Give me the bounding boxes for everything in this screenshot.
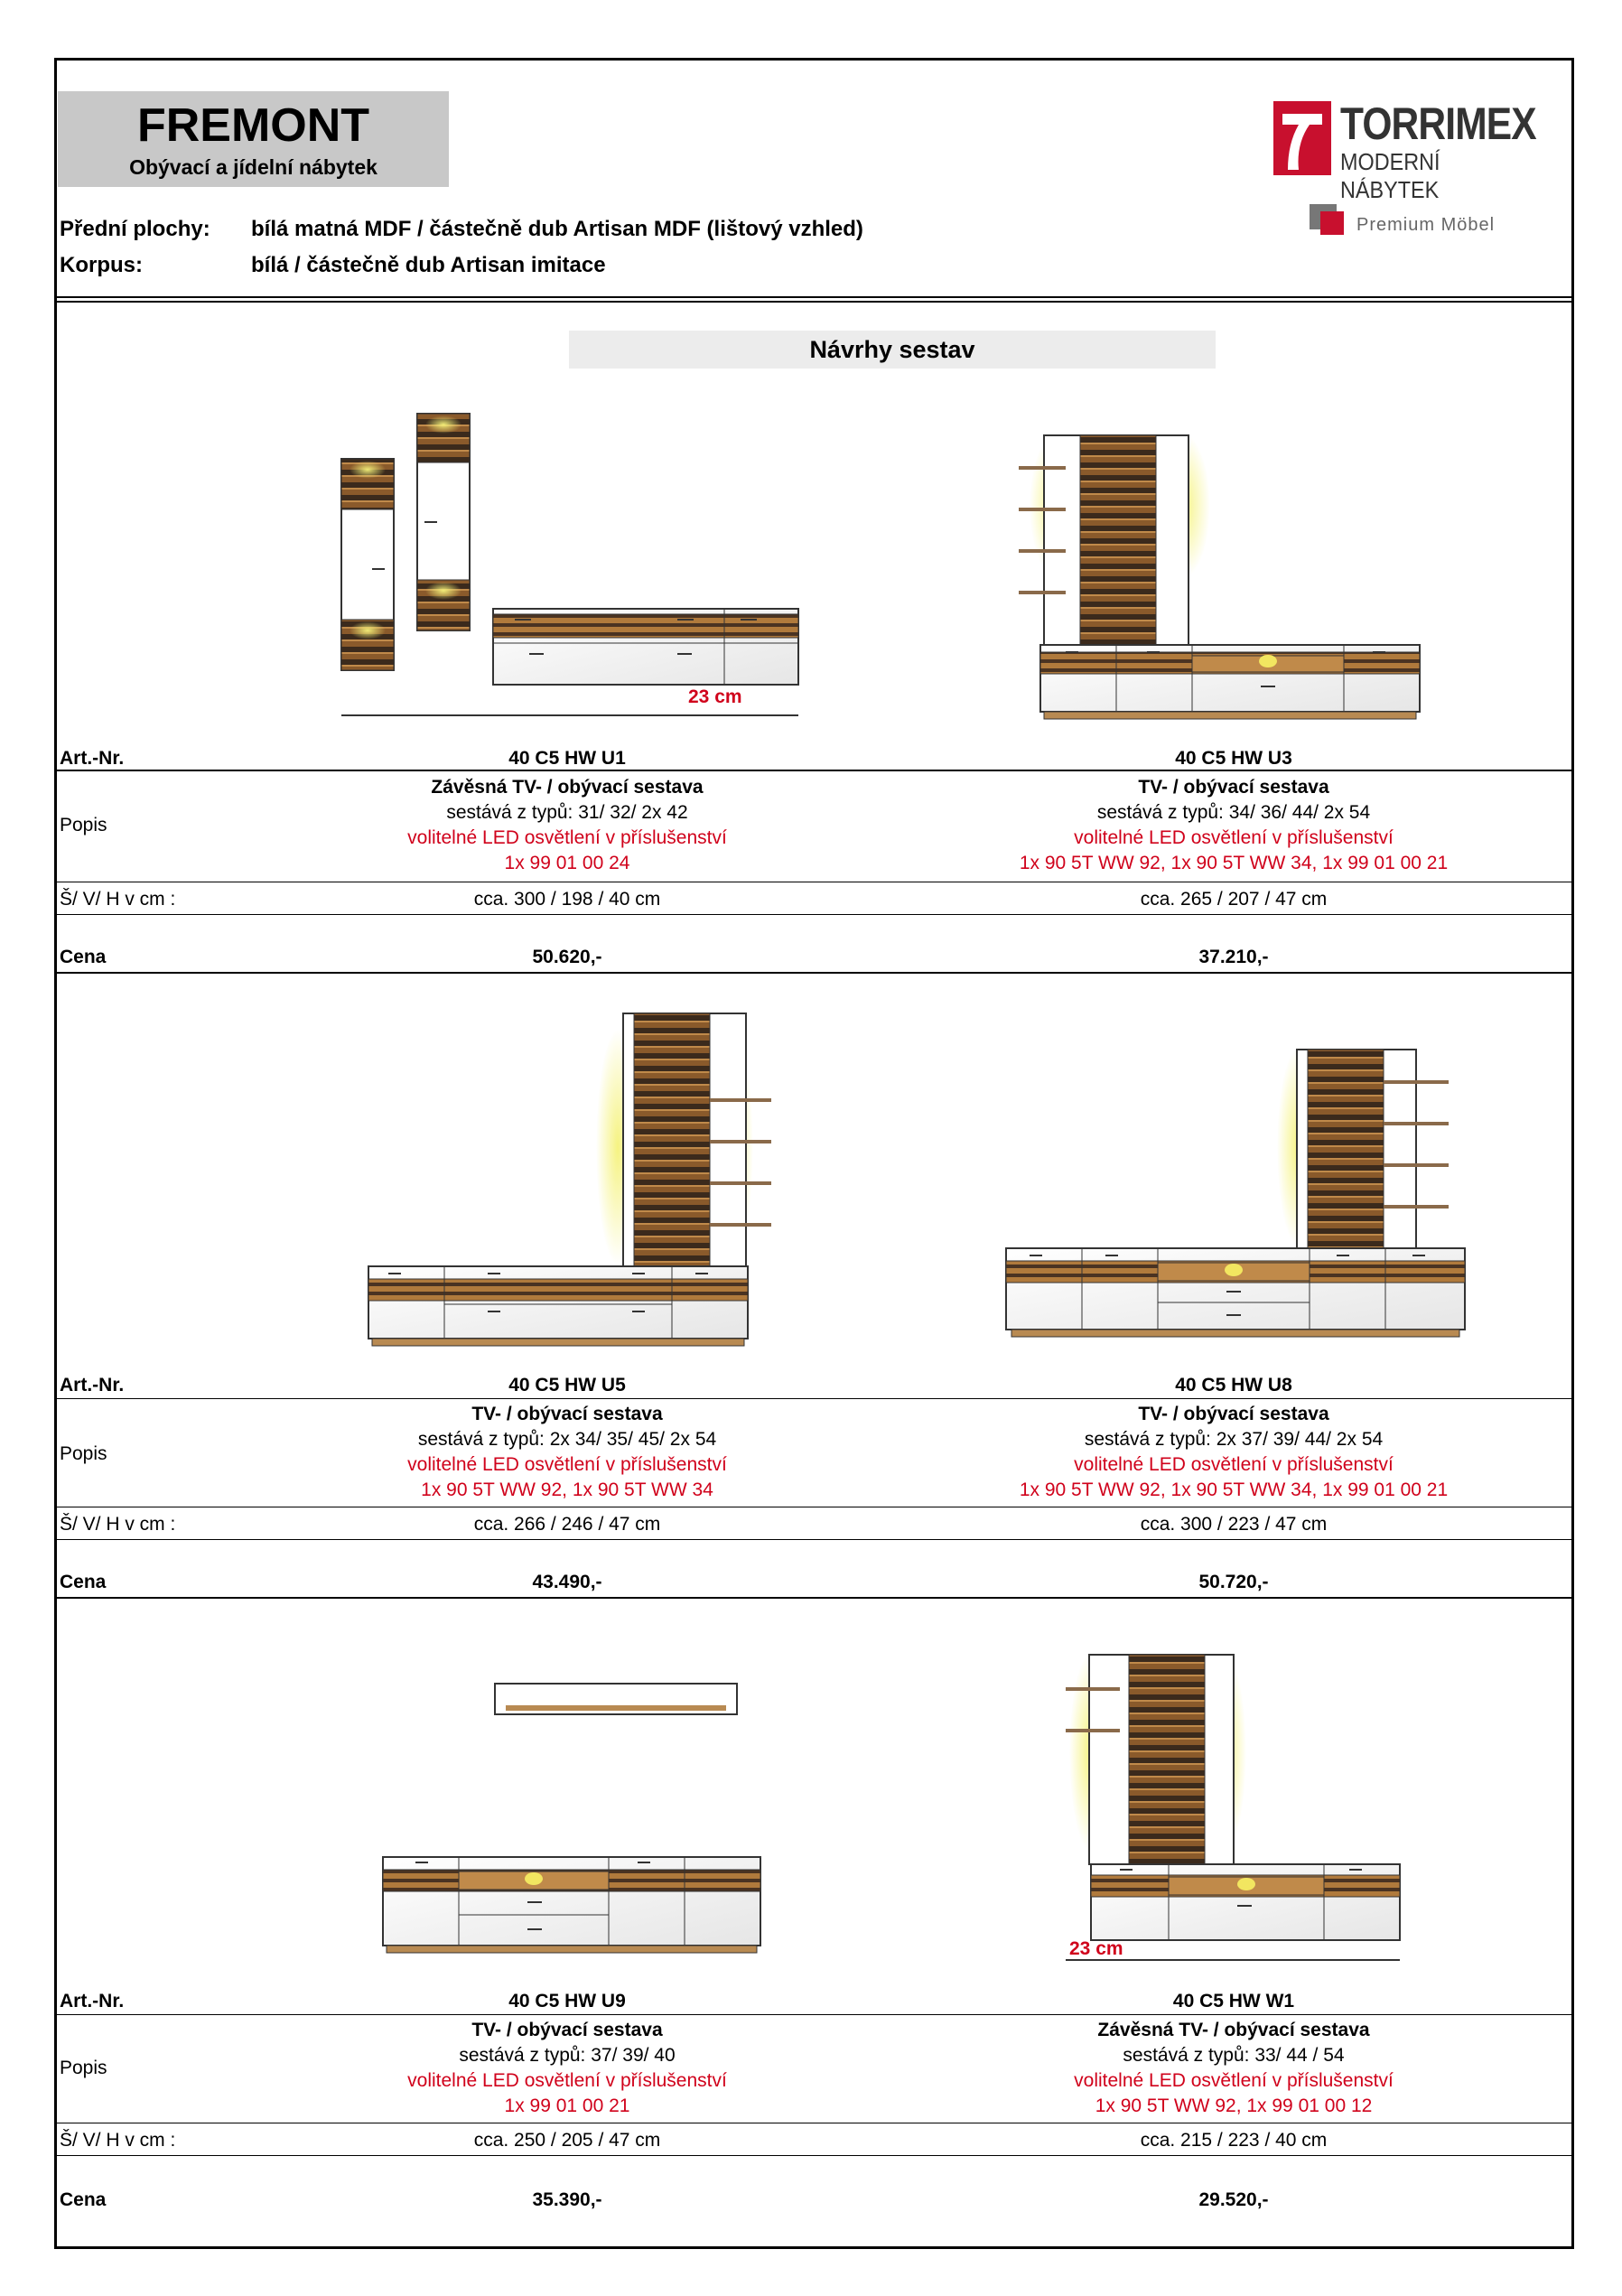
- dims-u5: cca. 266 / 246 / 47 cm: [473, 1514, 661, 1535]
- desc-u8-accessories: 1x 90 5T WW 92, 1x 90 5T WW 34, 1x 99 01 00 21: [1019, 1479, 1449, 1500]
- desc-u3-led: volitelné LED osvětlení v příslušenství: [1074, 827, 1394, 848]
- desc-u3: [863, 775, 1604, 876]
- premium-logo-icon: [1310, 204, 1351, 235]
- premium-text: Premium Möbel: [1356, 215, 1496, 235]
- desc-u1: [197, 775, 937, 876]
- row2-top-line: [54, 1398, 1574, 1399]
- row3-dims-line: [54, 2155, 1574, 2156]
- row2-dims-line: [54, 1539, 1574, 1540]
- desc-u9-composition: sestává z typů: 37/ 39/ 40: [459, 2045, 676, 2066]
- desc-u9-accessories: 1x 99 01 00 21: [504, 2095, 630, 2116]
- row1-dims-line: [54, 914, 1574, 915]
- torrimex-logo-mark-icon: [1273, 101, 1331, 175]
- note-u1: 23 cm: [688, 686, 742, 707]
- price-u3: 37.210,-: [1198, 947, 1269, 967]
- desc-u3-composition: sestává z typů: 34/ 36/ 44/ 2x 54: [1096, 802, 1371, 823]
- illustration-u5: [361, 1003, 786, 1355]
- illustration-u9: [370, 1671, 777, 1969]
- dims-u3: cca. 265 / 207 / 47 cm: [1140, 889, 1328, 910]
- dims-label-2: Š/ V/ H v cm :: [60, 1514, 176, 1535]
- desc-w1-composition: sestává z typů: 33/ 44 / 54: [1123, 2045, 1345, 2066]
- desc-u8-composition: sestává z typů: 2x 37/ 39/ 44/ 2x 54: [1084, 1429, 1384, 1450]
- header-divider-2: [54, 301, 1574, 303]
- section-title: Návrhy sestav: [569, 331, 1216, 369]
- page-subtitle: Obývací a jídelní nábytek: [129, 155, 378, 179]
- illustration-w1: [1057, 1644, 1418, 1969]
- row2-bottom-line: [54, 1597, 1574, 1599]
- price-u9: 35.390,-: [532, 2189, 602, 2210]
- desc-u3-accessories: 1x 90 5T WW 92, 1x 90 5T WW 34, 1x 99 01 00 21: [1019, 853, 1449, 873]
- art-u8: 40 C5 HW U8: [1175, 1375, 1292, 1395]
- dims-u8: cca. 300 / 223 / 47 cm: [1140, 1514, 1328, 1535]
- art-u9: 40 C5 HW U9: [508, 1991, 626, 2011]
- desc-u5: [197, 1402, 937, 1503]
- desc-w1-accessories: 1x 90 5T WW 92, 1x 99 01 00 12: [1095, 2095, 1373, 2116]
- price-label-2: Cena: [60, 1572, 107, 1592]
- desc-label-3: Popis: [60, 2058, 107, 2078]
- desc-u3-title: TV- / obývací sestava: [1138, 777, 1329, 798]
- price-label-3: Cena: [60, 2189, 107, 2210]
- dims-label-3: Š/ V/ H v cm :: [60, 2130, 176, 2151]
- dims-u9: cca. 250 / 205 / 47 cm: [473, 2130, 661, 2151]
- row1-bottom-line: [54, 972, 1574, 974]
- price-u8: 50.720,-: [1198, 1572, 1269, 1592]
- dims-w1: cca. 215 / 223 / 40 cm: [1140, 2130, 1328, 2151]
- desc-u5-composition: sestává z typů: 2x 34/ 35/ 45/ 2x 54: [417, 1429, 717, 1450]
- torrimex-logo: [1273, 98, 1564, 203]
- desc-u5-title: TV- / obývací sestava: [471, 1404, 663, 1424]
- body-label: Korpus:: [60, 253, 143, 277]
- desc-u8-led: volitelné LED osvětlení v příslušenství: [1074, 1454, 1394, 1475]
- art-label-2: Art.-Nr.: [60, 1375, 125, 1395]
- row3-top-line: [54, 2014, 1574, 2015]
- desc-u8-title: TV- / obývací sestava: [1138, 1404, 1329, 1424]
- desc-u1-title: Závěsná TV- / obývací sestava: [431, 777, 704, 798]
- desc-u1-composition: sestává z typů: 31/ 32/ 2x 42: [446, 802, 688, 823]
- desc-label-2: Popis: [60, 1443, 107, 1464]
- desc-u1-accessories: 1x 99 01 00 24: [504, 853, 630, 873]
- desc-u5-accessories: 1x 90 5T WW 92, 1x 90 5T WW 34: [421, 1479, 713, 1500]
- desc-u5-led: volitelné LED osvětlení v příslušenství: [407, 1454, 727, 1475]
- dims-label-1: Š/ V/ H v cm :: [60, 889, 176, 910]
- desc-w1-title: Závěsná TV- / obývací sestava: [1097, 2020, 1370, 2040]
- dims-u1: cca. 300 / 198 / 40 cm: [473, 889, 661, 910]
- front-label: Přední plochy:: [60, 217, 210, 241]
- front-value: bílá matná MDF / částečně dub Artisan MDF (lištový vzhled): [251, 217, 863, 241]
- art-u5: 40 C5 HW U5: [508, 1375, 626, 1395]
- art-u3: 40 C5 HW U3: [1175, 748, 1292, 769]
- illustration-u3: [1011, 425, 1436, 723]
- desc-w1: [863, 2018, 1604, 2119]
- desc-u8: [863, 1402, 1604, 1503]
- art-label-3: Art.-Nr.: [60, 1991, 125, 2011]
- brand-name: TORRIMEX: [1340, 98, 1536, 149]
- illustration-u1: [334, 406, 804, 723]
- illustration-u8: [993, 1039, 1481, 1355]
- desc-u1-led: volitelné LED osvětlení v příslušenství: [407, 827, 727, 848]
- page-title: FREMONT: [136, 99, 370, 152]
- note-w1: 23 cm: [1069, 1938, 1123, 1959]
- price-label-1: Cena: [60, 947, 107, 967]
- body-value: bílá / částečně dub Artisan imitace: [251, 253, 606, 277]
- desc-w1-led: volitelné LED osvětlení v příslušenství: [1074, 2070, 1394, 2091]
- desc-u9-title: TV- / obývací sestava: [471, 2020, 663, 2040]
- desc-label-1: Popis: [60, 815, 107, 835]
- header-divider: [54, 296, 1574, 298]
- price-u1: 50.620,-: [532, 947, 602, 967]
- art-u1: 40 C5 HW U1: [508, 748, 626, 769]
- desc-u9-led: volitelné LED osvětlení v příslušenství: [407, 2070, 727, 2091]
- art-label-1: Art.-Nr.: [60, 748, 125, 769]
- art-w1: 40 C5 HW W1: [1172, 1991, 1295, 2011]
- title-box: [58, 91, 449, 187]
- price-u5: 43.490,-: [532, 1572, 602, 1592]
- price-w1: 29.520,-: [1198, 2189, 1269, 2210]
- brand-tagline: MODERNÍ NÁBYTEK: [1340, 148, 1440, 203]
- desc-u9: [197, 2018, 937, 2119]
